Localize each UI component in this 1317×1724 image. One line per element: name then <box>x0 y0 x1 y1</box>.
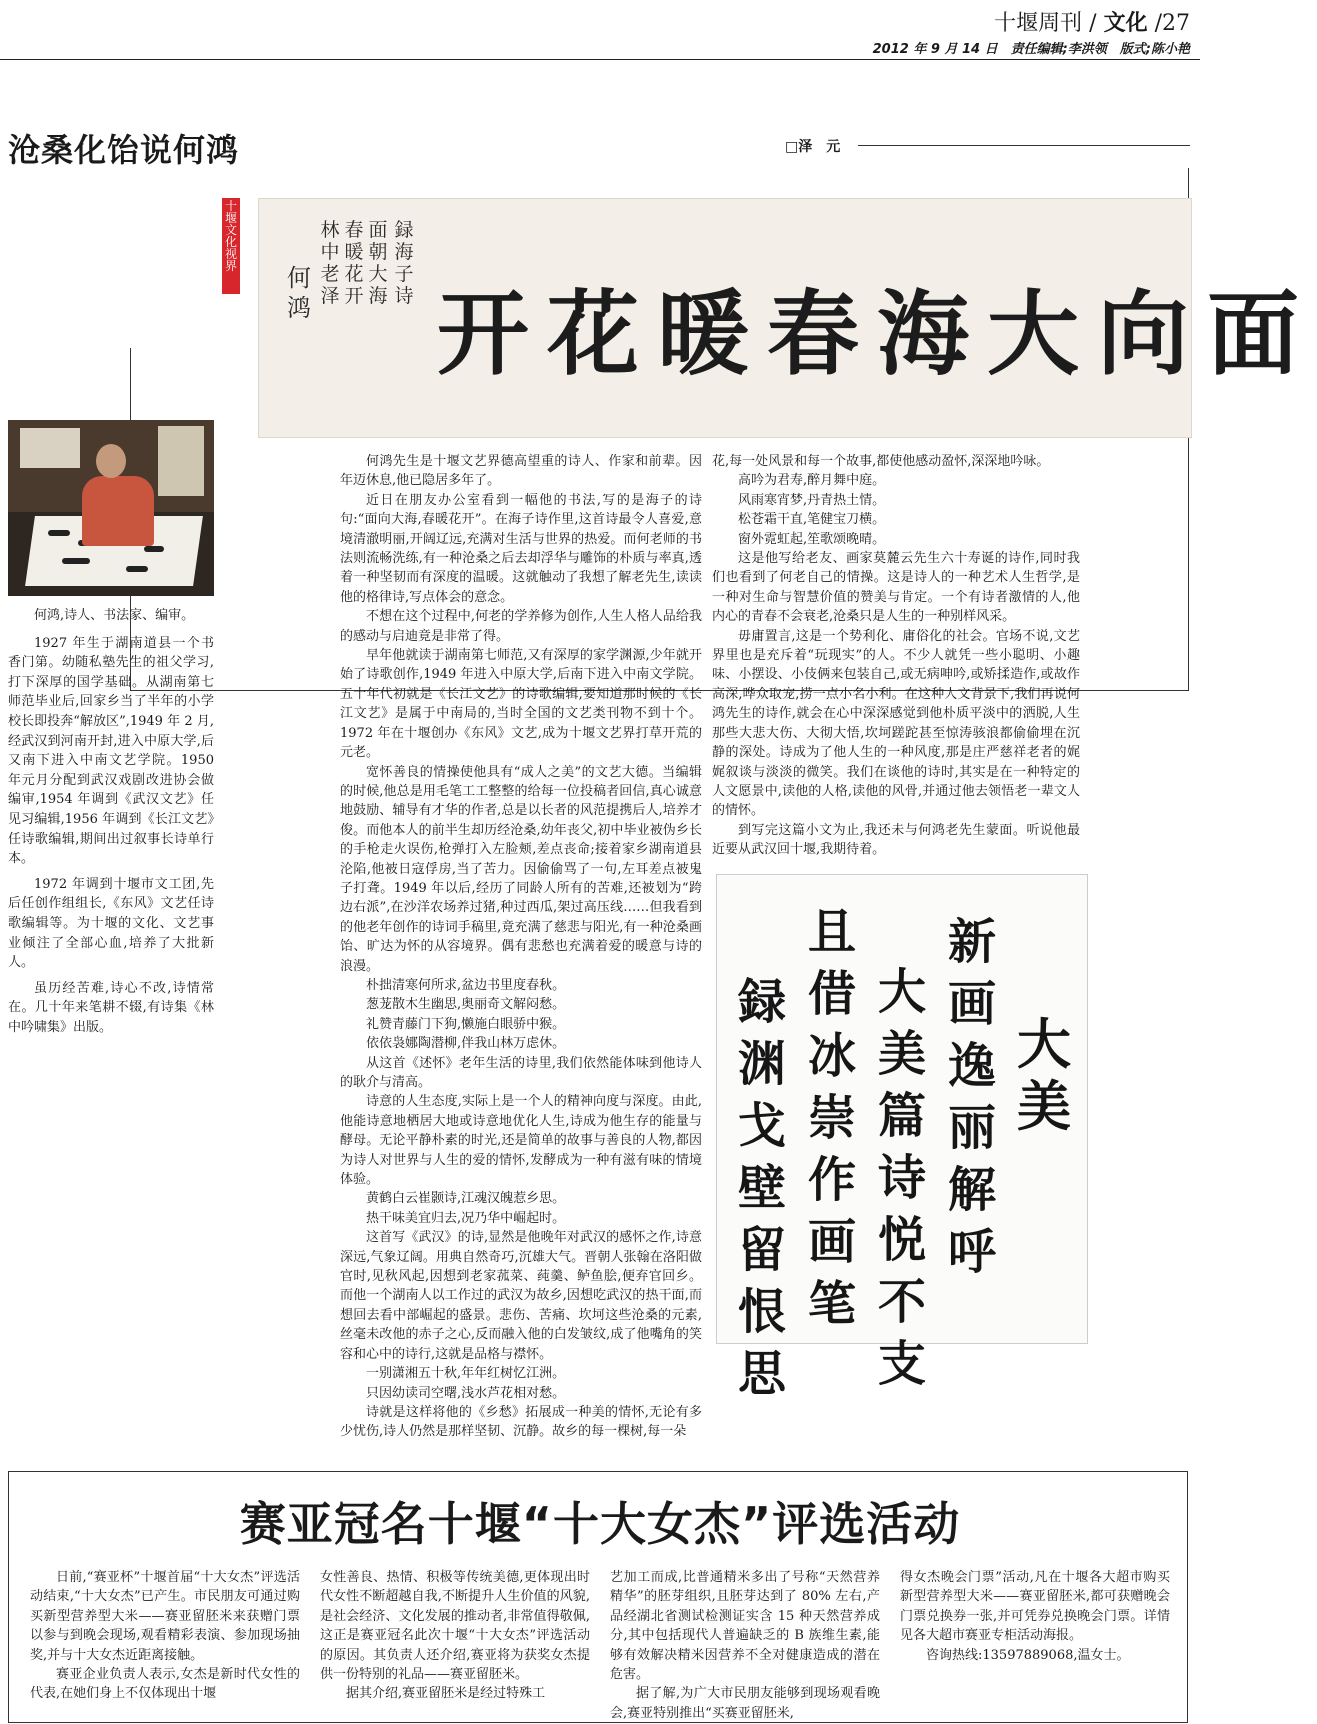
header-divider <box>0 59 1200 60</box>
calligraphy-signature-line: 面朝大海 <box>368 219 388 307</box>
poem-line: 只因幼读司空曙,浅水芦花相对愁。 <box>366 1385 566 1401</box>
bio-paragraph: 何鸿,诗人、书法家、编审。 <box>34 608 195 623</box>
calligraphy-column: 大美篇诗悦不支 <box>877 964 926 1392</box>
article-paragraph: 这首写《武汉》的诗,显然是他晚年对武汉的感怀之作,诗意深远,气象辽阔。用典自然奇巧,沉雄大气。晋朝人张翰在洛阳做官时,见秋风起,因想到老家菰菜、莼羹、鲈鱼脍,便弃官回乡。而他一个湖南人以工作过的武汉为故乡,因想吃武汉的热干面,而想回去看中部崛起的盛景。悲伤、苦痛、坎坷这些沧桑的元素,丝毫未改他的赤子之心,反而融入他的白发皱纹,成了他嘴角的笑容和心中的诗行,这就是品格与襟怀。 <box>340 1230 702 1362</box>
calligraphy-signature-line: 林中老泽 <box>320 219 340 307</box>
calligraphy-column: 録渊戈壁留恨思 <box>737 974 786 1402</box>
ad-paragraph: 艺加工而成,比普通精米多出了号称“天然营养精华”的胚芽组织,且胚芽达到了 80% 左右,产品经湖北省测试检测证实含 15 种天然营养成分,其中包括现代人普遍缺乏的 B 族维生素,能够有效解决精米因营养不全对健康造成的潜在危害。 <box>610 1570 880 1683</box>
article-column-2 <box>712 452 1080 860</box>
ad-hotline: 咨询热线:13597889068,温女士。 <box>926 1647 1130 1663</box>
article-column-1 <box>340 452 702 1442</box>
article-paragraph: 近日在朋友办公室看到一幅他的书法,写的是海子的诗句:“面向大海,春暖花开”。在海子诗作里,这首诗最令人喜爱,意境清澈明丽,开阔辽远,充满对生活与世界的热爱。而何老师的书法则流畅洗练,有一种沧桑之后去却浮华与雕饰的朴质与率真,透着一种坚韧而有深度的温暖。这就触动了我想了解老先生,读读他的格律诗,写点体会的意念。 <box>340 492 702 605</box>
bio-paragraph: 虽历经苦难,诗心不改,诗情常在。几十年来笔耕不辍,有诗集《林中吟啸集》出版。 <box>8 980 214 1035</box>
ad-title: 赛亚冠名十堰“十大女杰”评选活动 <box>239 1497 961 1551</box>
calligraphy-column: 大美 <box>1017 1012 1071 1138</box>
calligraphy-signature-line: 春暖花开 <box>344 219 364 307</box>
poem-line: 高吟为君寿,醉月舞中庭。 <box>738 473 886 489</box>
page-number: 27 <box>1162 11 1190 36</box>
poem-line: 葱茏散木生幽思,奥丽奇文解闷愁。 <box>366 997 566 1013</box>
ad-paragraph: 女性善良、热情、积极等传统美德,更体现出时代女性不断超越自我,不断提升人生价值的风貌,是社会经济、文化发展的推动者,非常值得敬佩,这正是赛亚冠名此次十堰“十大女杰”评选活动的原因。其负责人还介绍,赛亚将为获奖女杰提供一份特别的礼品——赛亚留胚米。 <box>320 1570 590 1683</box>
ad-column-4 <box>900 1568 1170 1665</box>
masthead: 十堰周刊 / 文化 /27 <box>994 10 1190 36</box>
poem-line: 一别潇湘五十秋,年年红树忆江洲。 <box>366 1366 566 1382</box>
poem-line: 礼赞青藤门下狗,懒施白眼骄中猴。 <box>366 1016 566 1032</box>
poem-line: 风雨寒宵梦,丹青热土情。 <box>738 492 886 508</box>
poem-line: 朴拙清寒何所求,盆边书里度春秋。 <box>366 977 566 993</box>
poem-line: 依依袅娜陶潜柳,伴我山林万虑休。 <box>366 1036 566 1052</box>
calligraphy-signature-name: 何鸿 <box>287 264 311 322</box>
ad-column-3 <box>610 1568 880 1723</box>
column-tag: 十堰文化视界 <box>222 198 240 294</box>
ad-paragraph: 赛亚企业负责人表示,女杰是新时代女性的代表,在她们身上不仅体现出十堰 <box>30 1667 300 1702</box>
section-name: 文化 <box>1103 10 1148 36</box>
calligraphy-banner <box>258 198 1317 438</box>
article-headline: 沧桑化饴说何鸿 <box>8 131 240 169</box>
ad-paragraph: 得女杰晚会门票”活动,凡在十堰各大超市购买新型营养型大米——赛亚留胚米,都可获赠晚会门票兑换券一张,并可凭券兑换晚会门票。详情见各大超市赛亚专柜活动海报。 <box>900 1570 1170 1644</box>
paper-name: 十堰周刊 <box>994 11 1083 36</box>
ad-paragraph: 据其介绍,赛亚留胚米是经过特殊工 <box>346 1686 546 1702</box>
ad-paragraph: 据了解,为广大市民朋友能够到现场观看晚会,赛亚特别推出“买赛亚留胚米, <box>610 1686 880 1721</box>
poem-line: 窗外霓虹起,笙歌颂晚晴。 <box>738 531 886 547</box>
article-paragraph: 这是他写给老友、画家莫麓云先生六十寿诞的诗作,同时我们也看到了何老自己的情操。这是诗人的一种艺术人生哲学,是一种对生命与智慧价值的赞美与肯定。一个有诗者激情的人,他内心的青春不会衰老,沧桑只是人生的一种别样风采。 <box>712 551 1080 625</box>
ad-column-2 <box>320 1568 590 1704</box>
article-paragraph: 不想在这个过程中,何老的学养修为创作,人生人格人品给我的感动与启迪竟是非常了得。 <box>340 609 702 644</box>
poem-line: 热干味美宜归去,况乃华中崛起时。 <box>366 1210 566 1226</box>
ad-paragraph: 日前,“赛亚杯”十堰首届“十大女杰”评选活动结束,“十大女杰”已产生。市民朋友可通过购买新型营养型大米——赛亚留胚米来获赠门票以参与到晚会现场,观看精彩表演、参加现场抽奖,并与十大女杰近距离接触。 <box>30 1570 300 1663</box>
calligraphy-column: 新画逸丽解呼 <box>947 914 996 1280</box>
bio-paragraph: 1972 年调到十堰市文工团,先后任创作组组长,《东风》文艺任诗歌编辑等。为十堰的文化、文艺事业倾注了全部心血,培养了大批新人。 <box>8 876 214 971</box>
article-paragraph: 花,每一处风景和每一个故事,都使他感动盈怀,深深地吟咏。 <box>712 454 1050 469</box>
article-paragraph: 宽怀善良的情操使他具有“成人之美”的文艺大德。当编辑的时候,他总是用毛笔工工整整的给每一位投稿者回信,真心诚意地鼓励、辅导有才华的作者,总是以长者的风范提携后人,培养才俊。而他本人的前半生却历经沧桑,幼年丧父,初中毕业被伪乡长的手枪走火误伤,枪弹打入左脸颊,差点丧命;接着家乡湖南道县沦陷,他被日寇俘房,当了苦力。因偷偷骂了一句,左耳差点被鬼子打聋。1949 年以后,经历了同龄人所有的苦难,还被划为“跨边右派”,在沙洋农场养过猪,种过西瓜,架过高压线……但我看到的他老年创作的诗词手稿里,竟充满了慈悲与阳光,有一种沧桑画饴、旷达为怀的从容境界。偶有悲愁也充满着爱的暖意与诗的浪漫。 <box>340 764 702 974</box>
poem-line: 松苍霜干直,笔健宝刀横。 <box>738 512 886 528</box>
article-paragraph: 何鸿先生是十堰文艺界德高望重的诗人、作家和前辈。因年迈休息,他已隐居多年了。 <box>340 454 702 489</box>
bio-block <box>8 606 214 1037</box>
author-photo <box>8 420 214 596</box>
ad-column-1 <box>30 1568 300 1704</box>
article-paragraph: 早年他就读于湖南第七师范,又有深厚的家学渊源,少年就开始了诗歌创作,1949 年进入中原大学,后南下进入中南文学院。五十年代初就是《长江文艺》的诗歌编辑,要知道那时候的《长江文艺》是属于中南局的,当时全国的文艺类刊物不到十个。1972 年在十堰创办《东风》文艺,成为十堰文艺界打草开荒的元老。 <box>340 648 702 761</box>
article-paragraph: 毋庸置言,这是一个势利化、庸俗化的社会。官场不说,文艺界里也是充斥着“玩现实”的人。不少人就凭一些小聪明、小趣味、小摆设、小伎俩来包装自己,或无病呻吟,或矫揉造作,或故作高深,哗众取宠,捞一点小名小利。在这种人文背景下,我们再说何鸿先生的诗作,就会在心中深深感觉到他朴质平淡中的洒脱,人生那些大悲大伤、大彻大悟,坎坷蹉跎甚至惊涛骇浪都偷偷埋在沉静的深处。诗成为了他人生的一种风度,那是庄严慈祥老者的娓娓叙谈与淡淡的微笑。我们在谈他的诗时,其实是在一种特定的人文愿景中,读他的人格,读他的风骨,并通过他去领悟老一辈文人的情怀。 <box>712 628 1080 819</box>
author-byline: □泽 元 <box>785 139 841 155</box>
article-paragraph: 诗就是这样将他的《乡愁》拓展成一种美的情怀,无论有多少忧伤,诗人仍然是那样坚韧、沉静。故乡的每一棵树,每一朵 <box>340 1404 702 1440</box>
date-editor-line: 2012 年 9 月 14 日 责任编辑;李洪领 版式;陈小艳 <box>872 42 1190 57</box>
article-paragraph: 诗意的人生态度,实际上是一个人的精神向度与深度。由此,他能诗意地栖居大地或诗意地优化人生,诗成为他生存的能量与酵母。无论平静朴素的时光,还是简单的故事与善良的人物,都因为诗人对世界与人生的爱的情怀,发酵成为一种有滋有味的情境体验。 <box>340 1094 702 1188</box>
article-paragraph: 到写完这篇小文为止,我还未与何鸿老先生蒙面。听说他最近要从武汉回十堰,我期待着。 <box>712 822 1080 858</box>
calligraphy-main-text: 面向大海春暖花开 <box>437 280 1317 388</box>
calligraphy-column: 且借冰崇作画笔 <box>807 904 856 1332</box>
byline-rule <box>858 145 1190 146</box>
calligraphy-signature-line: 録海子诗 <box>394 219 414 307</box>
article-paragraph: 从这首《述怀》老年生活的诗里,我们依然能体味到他诗人的耿介与清高。 <box>340 1055 702 1090</box>
calligraphy-vertical <box>716 874 1088 1402</box>
poem-line: 黄鹤白云崔颢诗,江魂汉魄惹乡思。 <box>366 1191 566 1207</box>
bio-paragraph: 1927 年生于湖南道县一个书香门第。幼随私塾先生的祖父学习,打下深厚的国学基础。从湖南第七师范毕业后,回家乡当了半年的小学校长即投奔“解放区”,1949 年 2 月,经武汉到河南开封,进入中原大学,后又南下进入中南文艺学院。1950 年元月分配到武汉戏剧改进协会做编审,1954 年调到《武汉文艺》任见习编辑,1956 年调到《长江文艺》任诗歌编辑,期间出过叙事长诗单行本。 <box>8 635 214 867</box>
